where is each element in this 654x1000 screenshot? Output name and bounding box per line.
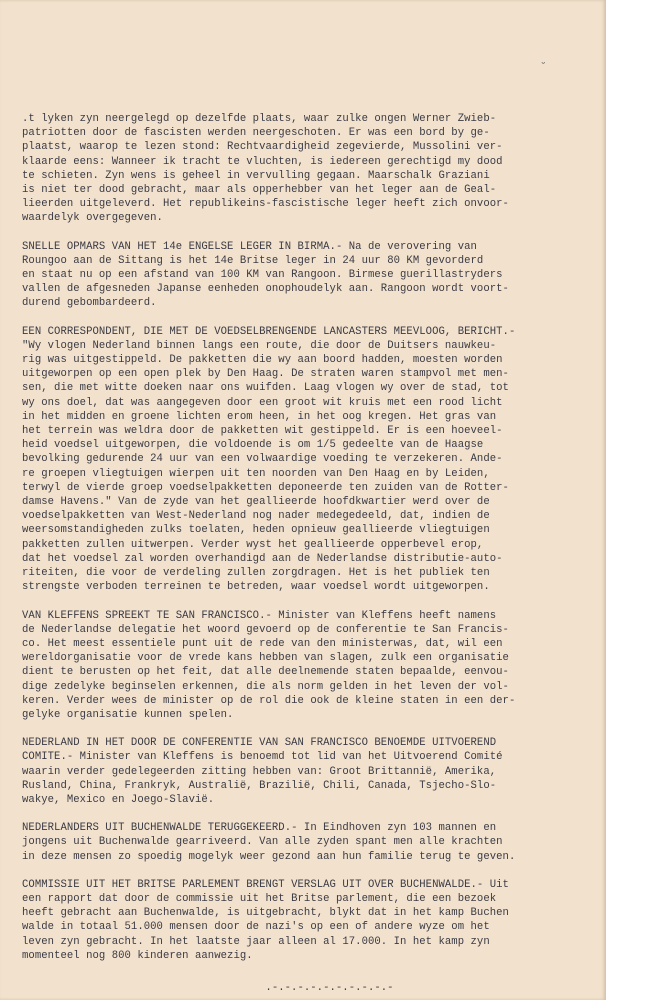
text-line: wereldorganisatie voor de vrede kans hebben van slagen, zulk een organisatie [22,652,509,665]
text-line: heeft gebracht aan Buchenwalde, is uitgebracht, blykt dat in het kamp Buchen [22,907,509,920]
text-line: SNELLE OPMARS VAN HET 14e ENGELSE LEGER IN BIRMA.- Na de verovering van [22,240,477,253]
text-line: wy ons doel, dat was aangegeven door een groot wit kruis met een rood licht [22,396,503,409]
text-line: durend gebombardeerd. [22,297,157,310]
text-line: waardelyk overgegeven. [22,212,163,225]
text-line: NEDERLANDERS UIT BUCHENWALDE TERUGGEKEERD.- In Eindhoven zyn 103 mannen en [22,822,497,835]
end-divider: .-.-.-.-.-.-.-.-.-.- [265,981,394,994]
text-line: dat het voedsel zal worden overhandigd aan de Nederlandse distributie-auto- [22,552,503,565]
text-line: momenteel nog 800 kinderen aanwezig. [22,949,253,962]
text-line: NEDERLAND IN HET DOOR DE CONFERENTIE VAN SAN FRANCISCO BENOEMDE UITVOEREND [22,737,497,750]
text-line: uitgeworpen op een open plek by Den Haag. De straten waren stampvol met men- [22,368,509,381]
text-line: een rapport dat door de commissie uit het Britse parlement, die een bezoek [22,892,497,905]
paragraph-executive-committee [22,736,607,807]
typewritten-page [22,112,607,995]
paragraph-buchenwald-return [22,821,607,864]
text-line: het terrein was weldra door de pakketten wit gestippeld. Er is een hoeveel- [22,425,503,438]
text-line: te schieten. Zyn wens is geheel in vervulling gegaan. Maarschalk Graziani [22,169,490,182]
text-line: COMMISSIE UIT HET BRITSE PARLEMENT BRENGT VERSLAG UIT OVER BUCHENWALDE.- Uit [22,878,509,891]
text-line: keren. Verder wees de minister op de rol die ook de kleine staten in een der- [22,694,516,707]
text-line: en staat nu op een afstand van 100 KM van Rangoon. Birmese guerillastryders [22,269,503,282]
text-line: de Nederlandse delegatie het woord gevoerd op de conferentie te San Francis- [22,623,509,636]
text-line: sen, die met witte doeken naar ons wuifden. Laag vlogen wy over de stad, tot [22,382,509,395]
text-line: dige zedelyke beginselen erkennen, die als norm gelden in het leven der vol- [22,680,509,693]
paragraph-food-drop [22,325,607,595]
text-line: "Wy vlogen Nederland binnen langs een route, die door de Duitsers nauwkeu- [22,339,497,352]
text-line: waarin verder gedelegeerden zitting hebben van: Groot Brittannië, Amerika, [22,765,497,778]
paragraph-van-kleffens-speech [22,609,607,723]
text-line: co. Het meest essentiele punt uit de rede van den ministerwas, dat, wil een [22,637,503,650]
text-line: lieerden uitgeleverd. Het republikeins-fascistische leger heeft zich onvoor- [22,198,509,211]
text-line: wakye, Mexico en Joego-Slavië. [22,793,215,806]
text-line: heid voedsel uitgeworpen, die voldoende is om 1/5 gedeelte van de Haagse [22,439,484,452]
text-line: bevolking gedurende 24 uur van een volwaardige voeding te verzekeren. Ande- [22,453,503,466]
paragraph-fascist-victims [22,112,607,226]
text-line: re groepen vliegtuigen wierpen uit ten noorden van Den Haag en by Leiden, [22,467,490,480]
text-line: damse Havens." Van de zyde van het geallieerde hoofdkwartier werd over de [22,496,490,509]
ink-speck: ˘ [540,62,547,74]
paragraph-burma [22,240,607,311]
text-line: walde in totaal 51.000 mensen door de nazi's op een of andere wyze om het [22,921,490,934]
text-line: Rusland, China, Frankryk, Australië, Brazilië, Chili, Canada, Tsjecho-Slo- [22,779,497,792]
text-line: plaatst, waarop te lezen stond: Rechtvaardigheid zegevierde, Mussolini ver- [22,141,503,154]
text-line: COMITE.- Minister van Kleffens is benoemd tot lid van het Uitvoerend Comité [22,751,503,764]
text-line: Roungoo aan de Sittang is het 14e Britse leger in 24 uur 80 KM gevorderd [22,254,484,267]
text-line: dient te berusten op het feit, dat alle deelnemende staten bepaalde, eenvou- [22,666,509,679]
text-line: strengste verboden terreinen te betreden, waar voedsel wordt uitgeworpen. [22,581,490,594]
text-line: gelyke organisatie kunnen spelen. [22,708,234,721]
text-line: EEN CORRESPONDENT, DIE MET DE VOEDSELBRENGENDE LANCASTERS MEEVLOOG, BERICHT.- [22,325,516,338]
text-line: is niet ter dood gebracht, maar als opperhebber van het leger aan de Geal- [22,184,497,197]
text-line: pakketten zullen uitwerpen. Verder wyst het geallieerde opperbevel erop, [22,538,484,551]
text-line: in deze mensen zo spoedig mogelyk weer gezond aan hun familie terug te geven. [22,850,516,863]
text-line: jongens uit Buchenwalde gearriveerd. Van alle zyden spant men alle krachten [22,836,503,849]
text-line: klaarde eens: Wanneer ik tracht te vluchten, is iedereen gerechtigd my dood [22,155,503,168]
text-line: riteiten, die voor de verdeling zullen zorgdragen. Het is het publiek ten [22,567,490,580]
text-line: rig was uitgestippeld. De pakketten die wy aan boord hadden, moesten worden [22,354,503,367]
text-line: leven zyn gebracht. In het laatste jaar alleen al 17.000. In het kamp zyn [22,935,490,948]
text-line: weersomstandigheden zulks toelaten, heden opnieuw geallieerde vliegtuigen [22,524,490,537]
text-line: .t lyken zyn neergelegd op dezelfde plaats, waar zulke ongen Werner Zwieb- [22,113,497,125]
text-line: VAN KLEFFENS SPREEKT TE SAN FRANCISCO.- Minister van Kleffens heeft namens [22,609,497,622]
text-line: patriotten door de fascisten werden neergeschoten. Er was een bord by ge- [22,127,490,140]
paragraph-buchenwald-report [22,878,607,963]
text-line: in het midden en groene lichten erom heen, in het oog kregen. Het gras van [22,410,497,423]
text-line: voedselpakketten van West-Nederland nog nader medegedeeld, dat, indien de [22,510,490,523]
text-line: terwyl de vierde groep voedselpakketten deponeerde ten zuiden van de Rotter- [22,481,509,494]
text-line: vallen de afgesneden Japanse eenheden onophoudelyk aan. Rangoon wordt voort- [22,283,509,296]
